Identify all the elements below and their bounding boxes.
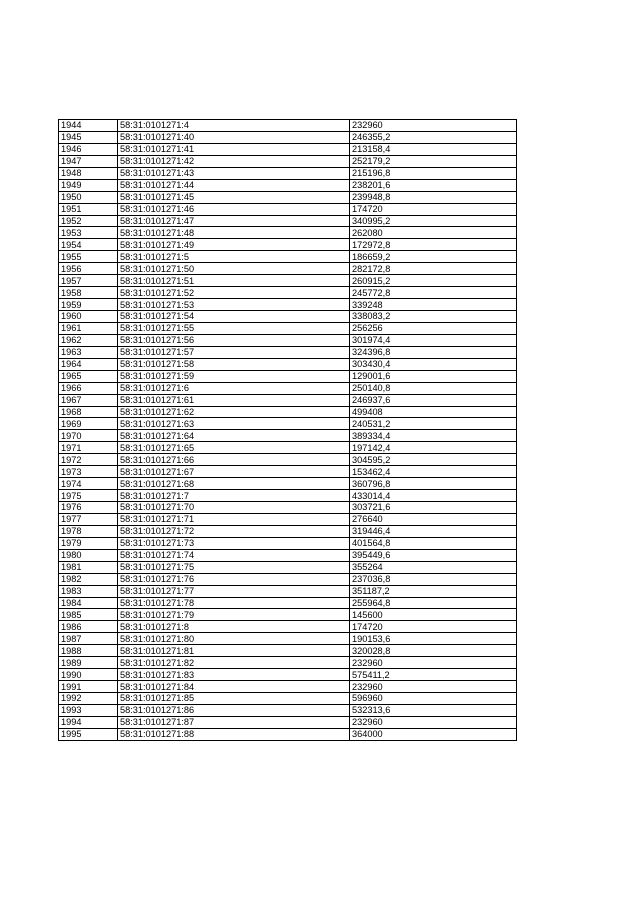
value-cell: 364000 (350, 728, 517, 740)
table-row (59, 549, 517, 561)
row-number-cell: 1960 (59, 311, 118, 323)
table-row (59, 418, 517, 430)
table-row (59, 406, 517, 418)
value-cell: 304595,2 (350, 454, 517, 466)
value-cell: 575411,2 (350, 669, 517, 681)
table-row (59, 120, 517, 132)
row-number-cell: 1984 (59, 597, 118, 609)
row-number-cell: 1995 (59, 728, 118, 740)
value-cell: 499408 (350, 406, 517, 418)
table-row (59, 513, 517, 525)
row-number-cell: 1979 (59, 537, 118, 549)
cadastral-number-cell: 58:31:0101271:85 (118, 693, 350, 705)
table-row (59, 466, 517, 478)
value-cell: 245772,8 (350, 287, 517, 299)
value-cell: 239948,8 (350, 191, 517, 203)
cadastral-number-cell: 58:31:0101271:56 (118, 334, 350, 346)
cadastral-number-cell: 58:31:0101271:4 (118, 120, 350, 132)
table-row (59, 490, 517, 502)
table-row (59, 299, 517, 311)
table-row (59, 239, 517, 251)
cadastral-number-cell: 58:31:0101271:81 (118, 645, 350, 657)
table-row (59, 263, 517, 275)
cadastral-number-cell: 58:31:0101271:43 (118, 167, 350, 179)
row-number-cell: 1958 (59, 287, 118, 299)
table-row (59, 143, 517, 155)
cadastral-number-cell: 58:31:0101271:53 (118, 299, 350, 311)
value-cell: 190153,6 (350, 633, 517, 645)
value-cell: 246937,6 (350, 394, 517, 406)
row-number-cell: 1953 (59, 227, 118, 239)
cadastral-number-cell: 58:31:0101271:70 (118, 502, 350, 514)
table-row (59, 693, 517, 705)
table-row (59, 561, 517, 573)
value-cell: 232960 (350, 657, 517, 669)
table-row (59, 430, 517, 442)
row-number-cell: 1987 (59, 633, 118, 645)
value-cell: 301974,4 (350, 334, 517, 346)
row-number-cell: 1968 (59, 406, 118, 418)
row-number-cell: 1973 (59, 466, 118, 478)
value-cell: 256256 (350, 322, 517, 334)
value-cell: 355264 (350, 561, 517, 573)
row-number-cell: 1956 (59, 263, 118, 275)
row-number-cell: 1963 (59, 346, 118, 358)
cadastral-number-cell: 58:31:0101271:66 (118, 454, 350, 466)
table-row (59, 215, 517, 227)
cadastral-number-cell: 58:31:0101271:47 (118, 215, 350, 227)
cadastral-number-cell: 58:31:0101271:54 (118, 311, 350, 323)
cadastral-number-cell: 58:31:0101271:45 (118, 191, 350, 203)
cadastral-number-cell: 58:31:0101271:71 (118, 513, 350, 525)
table-row (59, 537, 517, 549)
value-cell: 238201,6 (350, 179, 517, 191)
table-row (59, 203, 517, 215)
row-number-cell: 1977 (59, 513, 118, 525)
row-number-cell: 1946 (59, 143, 118, 155)
table-row (59, 322, 517, 334)
row-number-cell: 1980 (59, 549, 118, 561)
table-row (59, 311, 517, 323)
row-number-cell: 1982 (59, 573, 118, 585)
row-number-cell: 1961 (59, 322, 118, 334)
table-body (59, 120, 517, 741)
value-cell: 338083,2 (350, 311, 517, 323)
row-number-cell: 1978 (59, 525, 118, 537)
row-number-cell: 1969 (59, 418, 118, 430)
table-row (59, 251, 517, 263)
table-row (59, 442, 517, 454)
table-row (59, 454, 517, 466)
value-cell: 213158,4 (350, 143, 517, 155)
table-row (59, 287, 517, 299)
table-row (59, 633, 517, 645)
cadastral-number-cell: 58:31:0101271:55 (118, 322, 350, 334)
row-number-cell: 1981 (59, 561, 118, 573)
row-number-cell: 1950 (59, 191, 118, 203)
row-number-cell: 1986 (59, 621, 118, 633)
table-row (59, 179, 517, 191)
row-number-cell: 1944 (59, 120, 118, 132)
table-row (59, 370, 517, 382)
value-cell: 351187,2 (350, 585, 517, 597)
row-number-cell: 1965 (59, 370, 118, 382)
row-number-cell: 1983 (59, 585, 118, 597)
table-row (59, 585, 517, 597)
table-row (59, 131, 517, 143)
cadastral-number-cell: 58:31:0101271:41 (118, 143, 350, 155)
value-cell: 360796,8 (350, 478, 517, 490)
cadastral-number-cell: 58:31:0101271:46 (118, 203, 350, 215)
table-row (59, 227, 517, 239)
row-number-cell: 1972 (59, 454, 118, 466)
value-cell: 237036,8 (350, 573, 517, 585)
cadastral-number-cell: 58:31:0101271:50 (118, 263, 350, 275)
value-cell: 303721,6 (350, 502, 517, 514)
value-cell: 320028,8 (350, 645, 517, 657)
value-cell: 252179,2 (350, 155, 517, 167)
cadastral-number-cell: 58:31:0101271:79 (118, 609, 350, 621)
row-number-cell: 1964 (59, 358, 118, 370)
table-row (59, 275, 517, 287)
value-cell: 145600 (350, 609, 517, 621)
row-number-cell: 1951 (59, 203, 118, 215)
cadastral-number-cell: 58:31:0101271:82 (118, 657, 350, 669)
cadastral-number-cell: 58:31:0101271:49 (118, 239, 350, 251)
cadastral-number-cell: 58:31:0101271:72 (118, 525, 350, 537)
row-number-cell: 1962 (59, 334, 118, 346)
row-number-cell: 1970 (59, 430, 118, 442)
value-cell: 232960 (350, 120, 517, 132)
value-cell: 276640 (350, 513, 517, 525)
cadastral-number-cell: 58:31:0101271:84 (118, 681, 350, 693)
value-cell: 215196,8 (350, 167, 517, 179)
cadastral-number-cell: 58:31:0101271:80 (118, 633, 350, 645)
cadastral-number-cell: 58:31:0101271:6 (118, 382, 350, 394)
cadastral-number-cell: 58:31:0101271:75 (118, 561, 350, 573)
row-number-cell: 1967 (59, 394, 118, 406)
row-number-cell: 1959 (59, 299, 118, 311)
table-row (59, 609, 517, 621)
cadastral-number-cell: 58:31:0101271:58 (118, 358, 350, 370)
value-cell: 339248 (350, 299, 517, 311)
data-table (58, 119, 517, 741)
row-number-cell: 1994 (59, 716, 118, 728)
table-row (59, 597, 517, 609)
table-row (59, 502, 517, 514)
value-cell: 395449,6 (350, 549, 517, 561)
cadastral-number-cell: 58:31:0101271:59 (118, 370, 350, 382)
cadastral-number-cell: 58:31:0101271:73 (118, 537, 350, 549)
row-number-cell: 1954 (59, 239, 118, 251)
value-cell: 262080 (350, 227, 517, 239)
value-cell: 250140,8 (350, 382, 517, 394)
row-number-cell: 1955 (59, 251, 118, 263)
cadastral-number-cell: 58:31:0101271:76 (118, 573, 350, 585)
table-row (59, 657, 517, 669)
table-row (59, 525, 517, 537)
cadastral-number-cell: 58:31:0101271:78 (118, 597, 350, 609)
table-row (59, 621, 517, 633)
row-number-cell: 1945 (59, 131, 118, 143)
value-cell: 232960 (350, 716, 517, 728)
value-cell: 255964,8 (350, 597, 517, 609)
table-row (59, 394, 517, 406)
table-row (59, 728, 517, 740)
row-number-cell: 1992 (59, 693, 118, 705)
cadastral-number-cell: 58:31:0101271:62 (118, 406, 350, 418)
value-cell: 197142,4 (350, 442, 517, 454)
cadastral-number-cell: 58:31:0101271:51 (118, 275, 350, 287)
cadastral-number-cell: 58:31:0101271:65 (118, 442, 350, 454)
table-row (59, 191, 517, 203)
value-cell: 319446,4 (350, 525, 517, 537)
value-cell: 129001,6 (350, 370, 517, 382)
cadastral-number-cell: 58:31:0101271:44 (118, 179, 350, 191)
row-number-cell: 1952 (59, 215, 118, 227)
value-cell: 232960 (350, 681, 517, 693)
value-cell: 389334,4 (350, 430, 517, 442)
table-row (59, 478, 517, 490)
table-row (59, 645, 517, 657)
value-cell: 174720 (350, 621, 517, 633)
cadastral-number-cell: 58:31:0101271:40 (118, 131, 350, 143)
table-row (59, 346, 517, 358)
row-number-cell: 1957 (59, 275, 118, 287)
value-cell: 174720 (350, 203, 517, 215)
row-number-cell: 1988 (59, 645, 118, 657)
row-number-cell: 1966 (59, 382, 118, 394)
table-row (59, 716, 517, 728)
table-row (59, 704, 517, 716)
cadastral-number-cell: 58:31:0101271:5 (118, 251, 350, 263)
value-cell: 532313,6 (350, 704, 517, 716)
value-cell: 260915,2 (350, 275, 517, 287)
row-number-cell: 1990 (59, 669, 118, 681)
value-cell: 172972,8 (350, 239, 517, 251)
cadastral-number-cell: 58:31:0101271:63 (118, 418, 350, 430)
row-number-cell: 1975 (59, 490, 118, 502)
cadastral-number-cell: 58:31:0101271:61 (118, 394, 350, 406)
value-cell: 153462,4 (350, 466, 517, 478)
row-number-cell: 1989 (59, 657, 118, 669)
cadastral-number-cell: 58:31:0101271:8 (118, 621, 350, 633)
cadastral-number-cell: 58:31:0101271:64 (118, 430, 350, 442)
cadastral-number-cell: 58:31:0101271:87 (118, 716, 350, 728)
row-number-cell: 1947 (59, 155, 118, 167)
table-row (59, 573, 517, 585)
row-number-cell: 1971 (59, 442, 118, 454)
row-number-cell: 1993 (59, 704, 118, 716)
cadastral-number-cell: 58:31:0101271:88 (118, 728, 350, 740)
table-row (59, 681, 517, 693)
cadastral-number-cell: 58:31:0101271:57 (118, 346, 350, 358)
cadastral-number-cell: 58:31:0101271:86 (118, 704, 350, 716)
cadastral-number-cell: 58:31:0101271:48 (118, 227, 350, 239)
row-number-cell: 1949 (59, 179, 118, 191)
row-number-cell: 1991 (59, 681, 118, 693)
row-number-cell: 1974 (59, 478, 118, 490)
cadastral-number-cell: 58:31:0101271:42 (118, 155, 350, 167)
row-number-cell: 1985 (59, 609, 118, 621)
value-cell: 186659,2 (350, 251, 517, 263)
value-cell: 303430,4 (350, 358, 517, 370)
cadastral-number-cell: 58:31:0101271:77 (118, 585, 350, 597)
row-number-cell: 1976 (59, 502, 118, 514)
table-row (59, 167, 517, 179)
table-row (59, 669, 517, 681)
table-row (59, 334, 517, 346)
value-cell: 282172,8 (350, 263, 517, 275)
table-row (59, 155, 517, 167)
cadastral-number-cell: 58:31:0101271:68 (118, 478, 350, 490)
table-row (59, 358, 517, 370)
value-cell: 246355,2 (350, 131, 517, 143)
value-cell: 433014,4 (350, 490, 517, 502)
value-cell: 401564,8 (350, 537, 517, 549)
table-row (59, 382, 517, 394)
cadastral-number-cell: 58:31:0101271:52 (118, 287, 350, 299)
cadastral-number-cell: 58:31:0101271:74 (118, 549, 350, 561)
cadastral-number-cell: 58:31:0101271:83 (118, 669, 350, 681)
value-cell: 340995,2 (350, 215, 517, 227)
cadastral-number-cell: 58:31:0101271:67 (118, 466, 350, 478)
value-cell: 324396,8 (350, 346, 517, 358)
cadastral-number-cell: 58:31:0101271:7 (118, 490, 350, 502)
value-cell: 596960 (350, 693, 517, 705)
value-cell: 240531,2 (350, 418, 517, 430)
row-number-cell: 1948 (59, 167, 118, 179)
